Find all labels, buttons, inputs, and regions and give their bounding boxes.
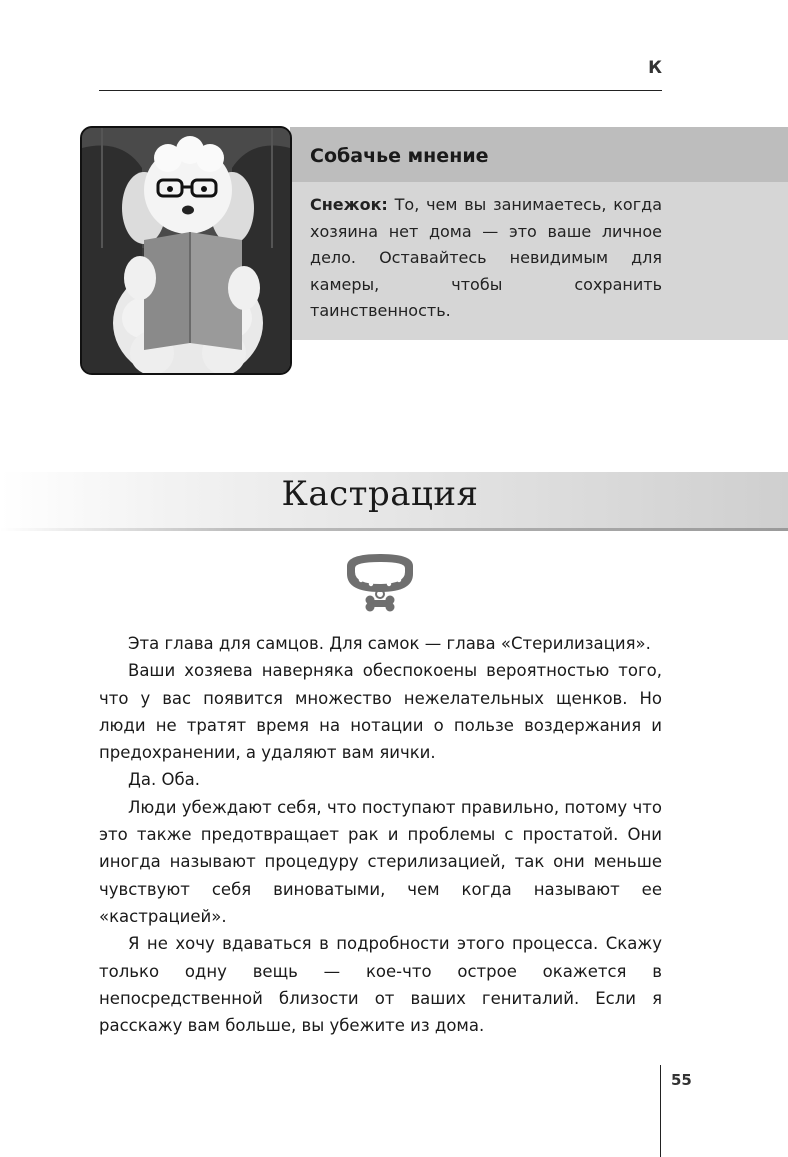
footer-rule — [660, 1065, 661, 1157]
sidebar-quote: То, чем вы занимаетесь, когда хозяина нет дома — это ваше личное дело. Оставайтесь невидимым для камеры, чтобы сохранить таинственность. — [310, 195, 662, 320]
header-rule — [99, 90, 662, 91]
body-text — [99, 630, 662, 1039]
sidebar-title: Собачье мнение — [310, 145, 489, 167]
dog-photo-icon — [82, 128, 290, 373]
paragraph: Эта глава для самцов. Для самок — глава «Стерилизация». — [128, 634, 651, 653]
page-number: 55 — [671, 1071, 692, 1089]
paragraph: Да. Оба. — [128, 770, 201, 790]
sidebar-text — [310, 192, 662, 325]
paragraph: Я не хочу вдаваться в подробности этого процесса. Скажу только одну вещь — кое-что острое окажется в непосредственной близости от ваших гениталий. Если я расскажу вам больше, вы убежите из дома. — [99, 934, 662, 1036]
dog-reading-book-photo — [80, 126, 292, 375]
dog-collar-bone-icon — [343, 552, 417, 614]
sidebar-speaker: Снежок: — [310, 195, 388, 214]
running-head: К — [648, 58, 662, 78]
paragraph: Ваши хозяева наверняка обеспокоены вероятностью того, что у вас появится множество нежелательных щенков. Но люди не тратят время на нотации о пользе воздержания и предохранении, а удаляют вам яички. — [99, 661, 662, 763]
section-title-rule — [0, 528, 788, 531]
paragraph: Люди убеждают себя, что поступают правильно, потому что это также предотвращает рак и проблемы с простатой. Они иногда называют процедуру стерилизацией, так они меньше чувствуют себя виноватыми, чем когда называют ее «кастрацией». — [99, 797, 662, 926]
section-title: Кастрация — [281, 474, 479, 514]
